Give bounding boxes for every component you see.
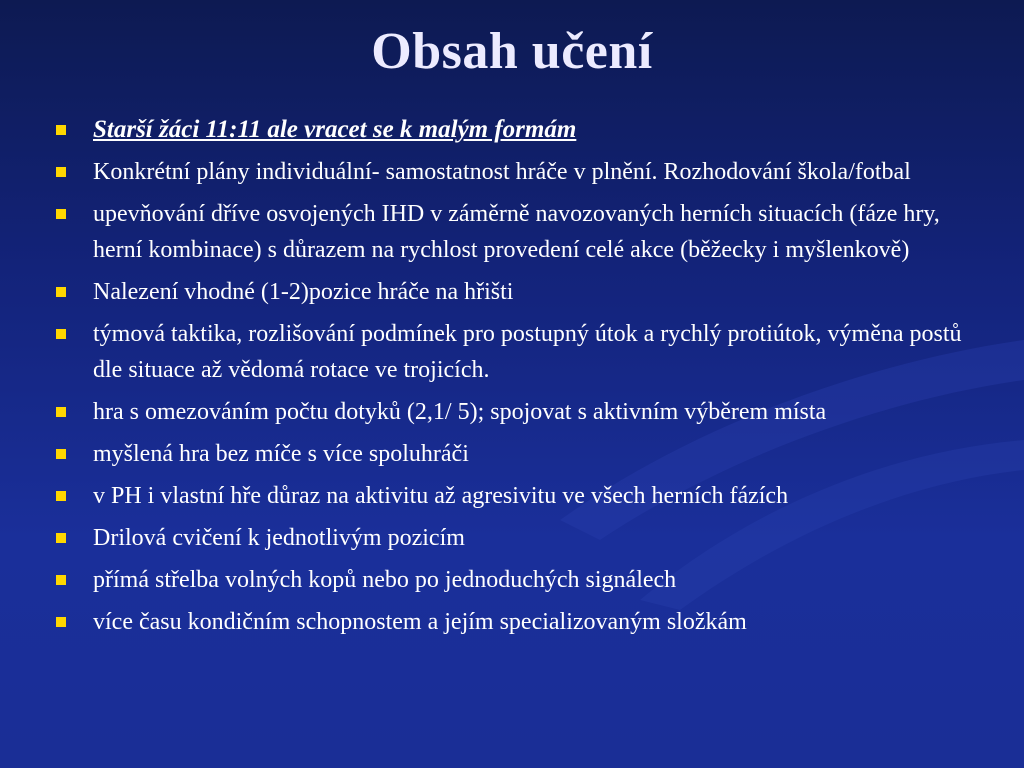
bullet-text: Drilová cvičení k jednotlivým pozicím [93,525,465,551]
bullet-item [52,436,972,472]
square-bullet-icon [56,407,66,417]
bullet-item [52,196,972,268]
square-bullet-icon [56,209,66,219]
bullet-item [52,394,972,430]
square-bullet-icon [56,167,66,177]
bullet-text: upevňování dříve osvojených IHD v záměrně navozovaných herních situacích (fáze hry, herní kombinace) s důrazem na rychlost provedení celé akce (běžecky i myšlenkově) [93,201,940,263]
bullet-item [52,478,972,514]
square-bullet-icon [56,575,66,585]
bullet-item [52,520,972,556]
bullet-text: týmová taktika, rozlišování podmínek pro postupný útok a rychlý protiútok, výměna postů dle situace až vědomá rotace ve trojicích. [93,321,962,383]
bullet-text: více času kondičním schopnostem a jejím specializovaným složkám [93,609,747,635]
square-bullet-icon [56,329,66,339]
square-bullet-icon [56,449,66,459]
bullet-item [52,562,972,598]
square-bullet-icon [56,617,66,627]
bullet-text: myšlená hra bez míče s více spoluhráči [93,441,469,467]
bullet-text: Konkrétní plány individuální- samostatnost hráče v plnění. Rozhodování škola/fotbal [93,159,911,185]
square-bullet-icon [56,533,66,543]
bullet-item [52,112,972,148]
bullet-text: Nalezení vhodné (1-2)pozice hráče na hřišti [93,279,514,305]
bullet-item [52,154,972,190]
bullet-text: hra s omezováním počtu dotyků (2,1/ 5); spojovat s aktivním výběrem místa [93,399,827,425]
bullet-item [52,274,972,310]
bullet-text: Starší žáci 11:11 ale vracet se k malým formám [93,116,577,143]
bullet-text: v PH i vlastní hře důraz na aktivitu až agresivitu ve všech herních fázích [93,483,789,509]
bullet-item [52,604,972,640]
square-bullet-icon [56,125,66,135]
square-bullet-icon [56,287,66,297]
bullet-text: přímá střelba volných kopů nebo po jednoduchých signálech [93,567,677,593]
bullet-list [52,112,972,646]
square-bullet-icon [56,491,66,501]
bullet-item [52,316,972,388]
slide-title: Obsah učení [371,23,653,80]
